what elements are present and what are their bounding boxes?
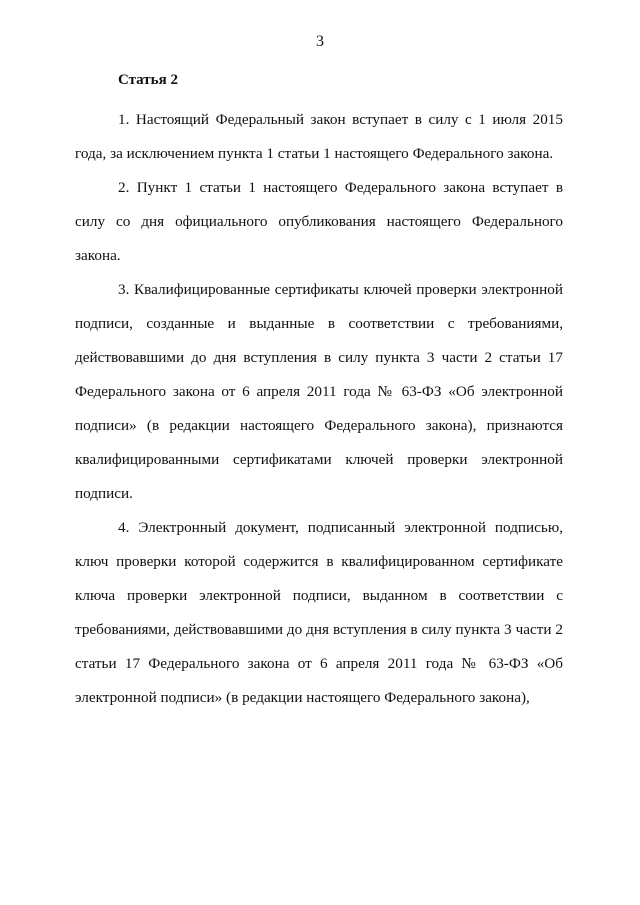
paragraph-1: 1. Настоящий Федеральный закон вступает в силу с 1 июля 2015 года, за исключением пункта 1 статьи 1 настоящего Федерального закона. bbox=[75, 111, 563, 162]
page-number: 3 bbox=[316, 33, 324, 50]
article-heading: Статья 2 bbox=[118, 72, 178, 88]
article-body bbox=[75, 103, 563, 715]
paragraph-4: 4. Электронный документ, подписанный электронной подписью, ключ проверки которой содержится в квалифицированном сертификате ключа проверки электронной подписи, выданном в соответствии с требованиями, действовавшими до дня вступления в силу пункта 3 части 2 статьи 17 Федерального закона от 6 апреля 2011 года № 63-ФЗ «Об электронной подписи» (в редакции настоящего Федерального закона), bbox=[75, 519, 563, 706]
paragraph-2: 2. Пункт 1 статьи 1 настоящего Федерального закона вступает в силу со дня официального опубликования настоящего Федерального закона. bbox=[75, 179, 563, 264]
paragraph-3: 3. Квалифицированные сертификаты ключей проверки электронной подписи, созданные и выданные в соответствии с требованиями, действовавшими до дня вступления в силу пункта 3 части 2 статьи 17 Федерального закона от 6 апреля 2011 года № 63-ФЗ «Об электронной подписи» (в редакции настоящего Федерального закона), признаются квалифицированными сертификатами ключей проверки электронной подписи. bbox=[75, 281, 563, 502]
